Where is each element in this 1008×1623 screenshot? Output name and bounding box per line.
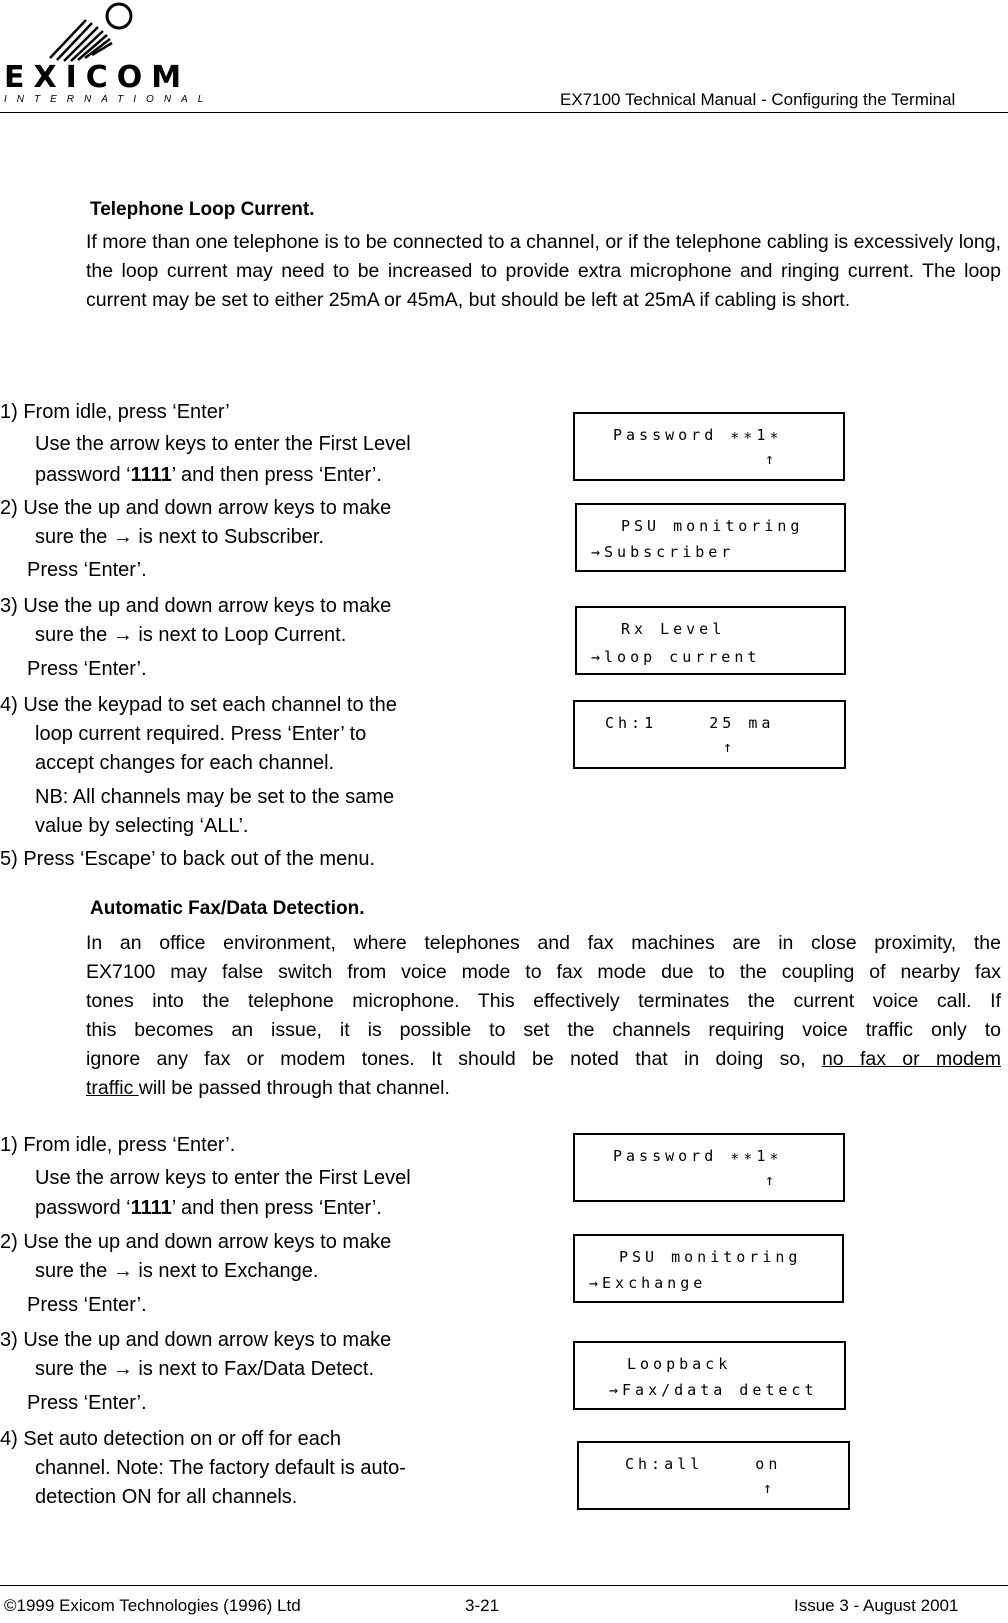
lcd-line-1: Password ∗∗1∗ bbox=[613, 426, 783, 444]
step-3-detail: sure the → is next to Fax/Data Detect. bbox=[35, 1358, 375, 1380]
step-5: 5) Press ‘Escape’ to back out of the menu. bbox=[0, 848, 376, 870]
loop-section-title: Telephone Loop Current. bbox=[90, 199, 315, 220]
step-1-detail: Use the arrow keys to enter the First Level bbox=[35, 433, 411, 455]
step-4-detail-2: detection ON for all channels. bbox=[35, 1486, 298, 1508]
step-1: 1) From idle, press ‘Enter’ bbox=[0, 401, 230, 423]
document-title: EX7100 Technical Manual - Configuring the Terminal bbox=[560, 90, 956, 109]
step-2-press: Press ‘Enter’. bbox=[27, 559, 147, 581]
step-1-password: password ‘1111’ and then press ‘Enter’. bbox=[35, 464, 382, 486]
footer-divider bbox=[0, 1585, 1008, 1586]
lcd-display-loop-current bbox=[575, 606, 846, 675]
lcd-line-1: Password ∗∗1∗ bbox=[613, 1147, 783, 1165]
lcd-display-password-2 bbox=[573, 1133, 845, 1202]
lcd-cursor-icon: ↑ bbox=[763, 1479, 777, 1497]
step-2-press: Press ‘Enter’. bbox=[27, 1294, 147, 1316]
step-1-detail: Use the arrow keys to enter the First Level bbox=[35, 1167, 411, 1189]
step-2-detail: sure the → is next to Subscriber. bbox=[35, 526, 325, 548]
step-3: 3) Use the up and down arrow keys to make bbox=[0, 1329, 392, 1351]
step-3-press: Press ‘Enter’. bbox=[27, 658, 147, 680]
lcd-display-channel-current bbox=[573, 700, 846, 769]
lcd-display-fax-detect bbox=[573, 1341, 846, 1410]
step-2: 2) Use the up and down arrow keys to make bbox=[0, 497, 392, 519]
step-3: 3) Use the up and down arrow keys to make bbox=[0, 595, 392, 617]
lcd-line-1: PSU monitoring bbox=[619, 1248, 802, 1266]
lcd-display-menu-subscriber bbox=[575, 503, 846, 572]
lcd-display-password bbox=[573, 412, 845, 481]
lcd-line-1: Ch:all on bbox=[625, 1455, 782, 1473]
step-2: 2) Use the up and down arrow keys to make bbox=[0, 1231, 392, 1253]
lcd-line-2: →Fax/data detect bbox=[609, 1381, 818, 1399]
header-divider bbox=[0, 112, 1008, 113]
step-4-detail-2: accept changes for each channel. bbox=[35, 752, 335, 774]
lcd-cursor-icon: ↑ bbox=[765, 450, 779, 468]
exicom-logo-icon bbox=[40, 0, 140, 62]
lcd-cursor-icon: ↑ bbox=[723, 738, 737, 756]
lcd-line-2: →Subscriber bbox=[591, 543, 735, 561]
step-4-detail: channel. Note: The factory default is auto- bbox=[35, 1457, 406, 1479]
footer-copyright: ©1999 Exicom Technologies (1996) Ltd bbox=[4, 1596, 301, 1615]
fax-section-title: Automatic Fax/Data Detection. bbox=[90, 898, 365, 919]
step-4-note: NB: All channels may be set to the same bbox=[35, 786, 395, 808]
logo-subtitle: INTERNATIONAL bbox=[4, 94, 214, 105]
footer-page-number: 3-21 bbox=[465, 1596, 500, 1615]
loop-section-paragraph: If more than one telephone is to be connected to a channel, or if the telephone cabling is excessively long, the loop current may need to be increased to provide extra microphone and ringing current. The loop current may be set to either 25mA or 45mA, but should be left at 25mA if cabling is short. bbox=[86, 231, 1001, 311]
step-4-note-2: value by selecting ‘ALL’. bbox=[35, 815, 249, 837]
step-4-detail: loop current required. Press ‘Enter’ to bbox=[35, 723, 367, 745]
lcd-line-2: →Exchange bbox=[589, 1274, 707, 1292]
lcd-line-2: →loop current bbox=[591, 648, 761, 666]
step-1-password: password ‘1111’ and then press ‘Enter’. bbox=[35, 1197, 382, 1219]
lcd-line-1: PSU monitoring bbox=[621, 517, 804, 535]
lcd-cursor-icon: ↑ bbox=[765, 1171, 779, 1189]
step-3-detail: sure the → is next to Loop Current. bbox=[35, 624, 347, 646]
lcd-display-channel-detect bbox=[577, 1441, 850, 1510]
step-4: 4) Set auto detection on or off for each bbox=[0, 1428, 341, 1450]
logo-wordmark: EXICOM bbox=[4, 60, 191, 95]
lcd-line-1: Loopback bbox=[627, 1355, 732, 1373]
step-3-press: Press ‘Enter’. bbox=[27, 1392, 147, 1414]
lcd-line-1: Rx Level bbox=[621, 620, 726, 638]
step-2-detail: sure the → is next to Exchange. bbox=[35, 1260, 319, 1282]
lcd-line-1: Ch:1 25 ma bbox=[605, 714, 775, 732]
fax-section-paragraph: In an office environment, where telephones and fax machines are in close proximity, the EX7100 may false switch from voice mode to fax mode due to the coupling of nearby fax tones into the telephone microphone. This effectively terminates the current voice call. If this becomes an issue, it is possible to set the channels requiring voice traffic only to ignore any fax or modem tones. It should be noted that in doing so, no fax or modem traffic will be passed through that channel. bbox=[86, 932, 1001, 1099]
step-4: 4) Use the keypad to set each channel to the bbox=[0, 694, 397, 716]
footer-issue: Issue 3 - August 2001 bbox=[794, 1596, 959, 1615]
lcd-display-menu-exchange bbox=[573, 1234, 844, 1303]
step-1: 1) From idle, press ‘Enter’. bbox=[0, 1134, 236, 1156]
